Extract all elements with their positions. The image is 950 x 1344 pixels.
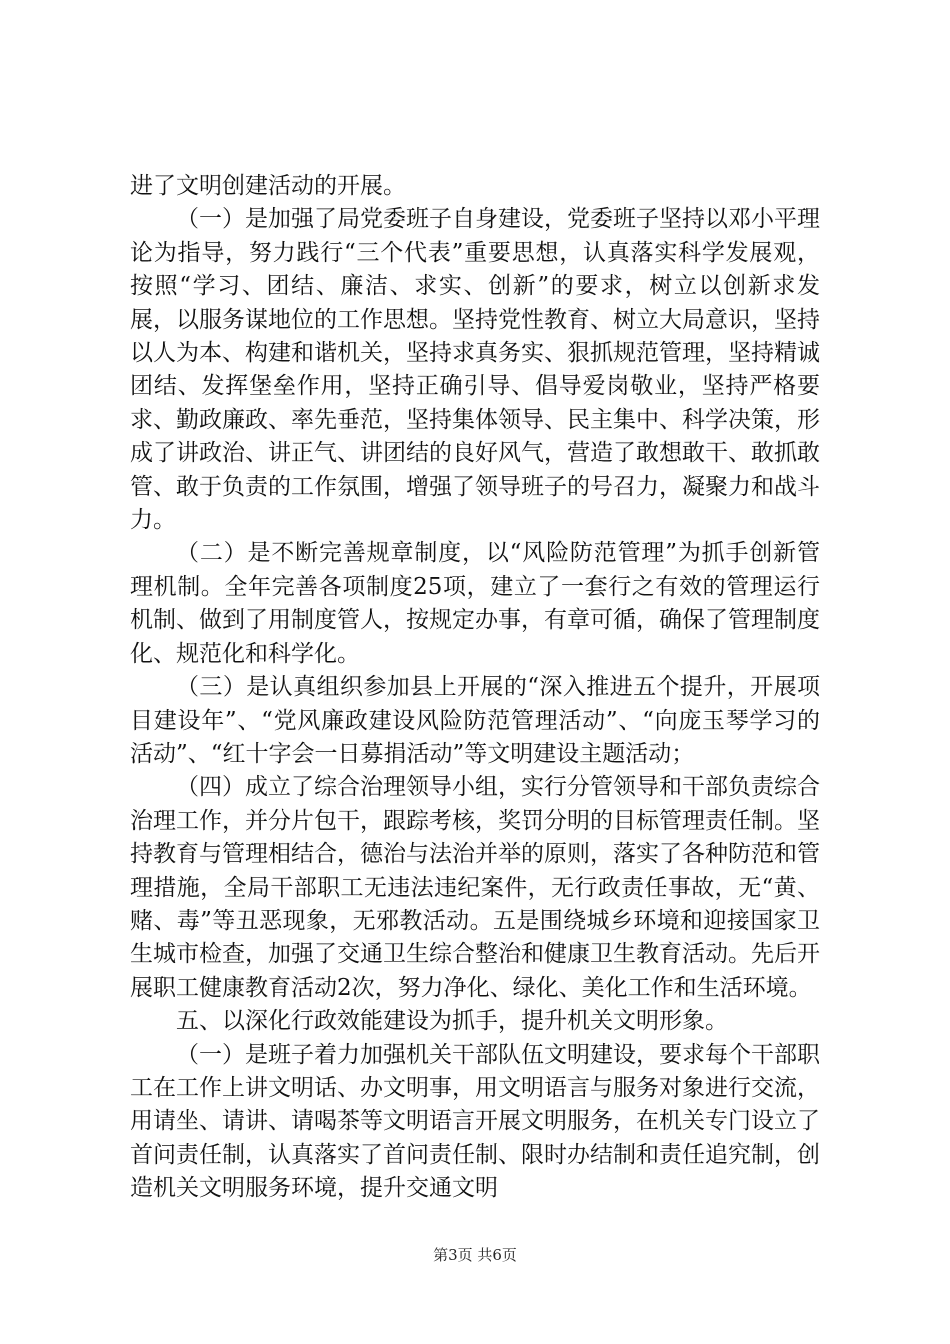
page-number-footer: 第3页 共6页: [433, 1246, 517, 1264]
document-body: [130, 170, 820, 1206]
section-heading-5: 五、以深化行政效能建设为抓手，提升机关文明形象。: [176, 1008, 728, 1035]
paragraph-item-1: （一）是加强了局党委班子自身建设，党委班子坚持以邓小平理论为指导，努力践行“三个代表”重要思想，认真落实科学发展观，按照“学习、团结、廉洁、求实、创新”的要求，树立以创新求发展，以服务谋地位的工作思想。坚持党性教育、树立大局意识，坚持以人为本、构建和谐机关，坚持求真务实、狠抓规范管理，坚持精诚团结、发挥堡垒作用，坚持正确引导、倡导爱岗敬业，坚持严格要求、勤政廉政、率先垂范，坚持集体领导、民主集中、科学决策，形成了讲政治、讲正气、讲团结的良好风气，营造了敢想敢干、敢抓敢管、敢于负责的工作氛围，增强了领导班子的号召力，凝聚力和战斗力。: [130, 206, 820, 534]
paragraph-item-3: （三）是认真组织参加县上开展的“深入推进五个提升，开展项目建设年”、“党风廉政建设风险防范管理活动”、“向庞玉琴学习的活动”、“红十字会一日募捐活动”等文明建设主题活动；: [130, 674, 820, 767]
paragraph-item-4: （四）成立了综合治理领导小组，实行分管领导和干部负责综合治理工作，并分片包干，跟踪考核，奖罚分明的目标管理责任制。坚持教育与管理相结合，德治与法治并举的原则，落实了各种防范和管理措施，全局干部职工无违法违纪案件，无行政责任事故，无“黄、赌、毒”等丑恶现象，无邪教活动。五是围绕城乡环境和迎接国家卫生城市检查，加强了交通卫生综合整治和健康卫生教育活动。先后开展职工健康教育活动2次，努力净化、绿化、美化工作和生活环境。: [130, 774, 820, 1001]
paragraph-section5-item-1: （一）是班子着力加强机关干部队伍文明建设，要求每个干部职工在工作上讲文明话、办文明事，用文明语言与服务对象进行交流，用请坐、请讲、请喝茶等文明语言开展文明服务，在机关专门设立了首问责任制，认真落实了首问责任制、限时办结制和责任追究制，创造机关文明服务环境，提升交通文明: [130, 1041, 820, 1202]
paragraph-item-2: （二）是不断完善规章制度，以“风险防范管理”为抓手创新管理机制。全年完善各项制度25项，建立了一套行之有效的管理运行机制、做到了用制度管人，按规定办事，有章可循，确保了管理制度化、规范化和科学化。: [130, 540, 820, 667]
paragraph-continuation: 进了文明创建活动的开展。: [130, 173, 406, 199]
